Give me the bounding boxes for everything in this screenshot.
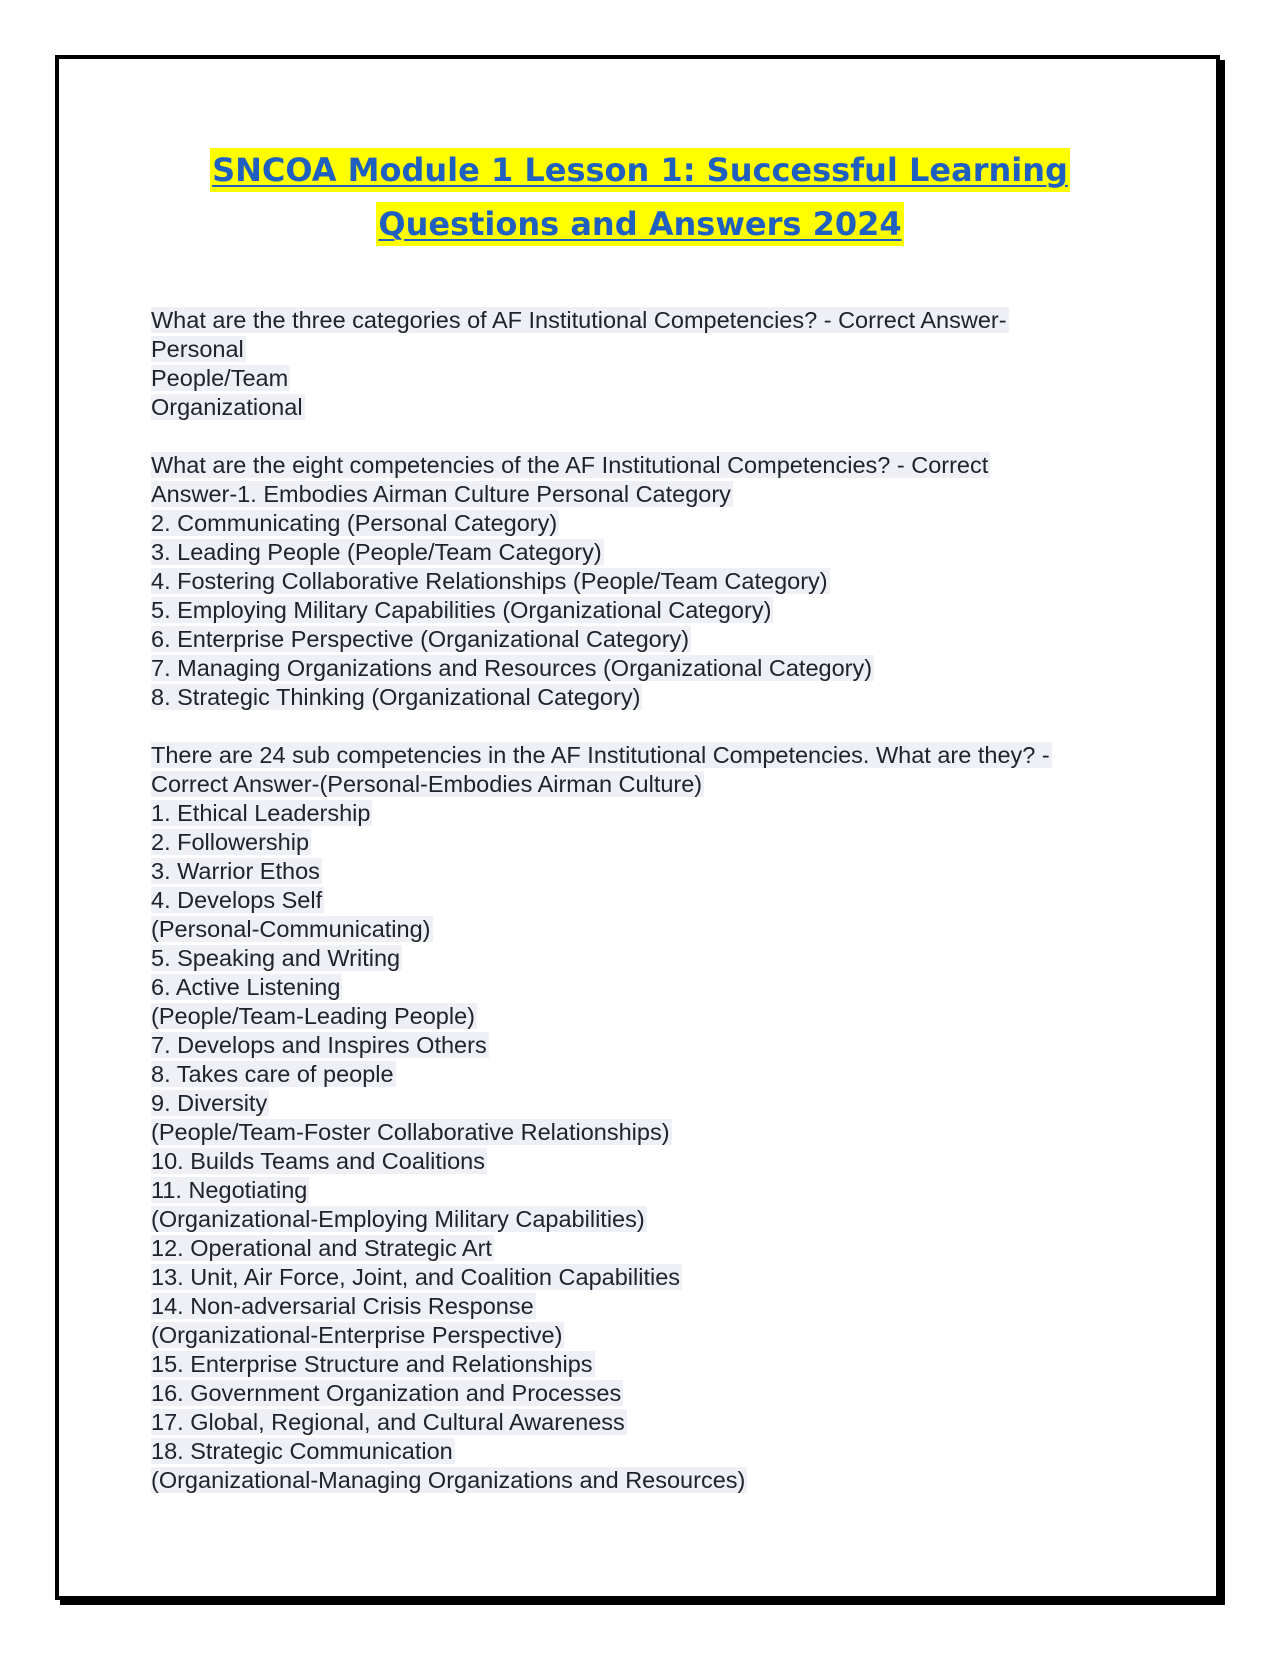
qa-line: Personal <box>151 336 244 362</box>
qa-line: 5. Employing Military Capabilities (Organizational Category) <box>151 597 772 623</box>
title-line-1: SNCOA Module 1 Lesson 1: Successful Learning <box>210 148 1070 192</box>
qa-block-2 <box>151 451 1151 712</box>
qa-line: 10. Builds Teams and Coalitions <box>151 1148 485 1174</box>
qa-line: (People/Team-Leading People) <box>151 1003 475 1029</box>
qa-line: 7. Develops and Inspires Others <box>151 1032 487 1058</box>
qa-line: 3. Warrior Ethos <box>151 858 320 884</box>
qa-line: 12. Operational and Strategic Art <box>151 1235 492 1261</box>
qa-line: 8. Strategic Thinking (Organizational Category) <box>151 684 641 710</box>
qa-line: 4. Fostering Collaborative Relationships (People/Team Category) <box>151 568 828 594</box>
qa-line: Correct Answer-(Personal-Embodies Airman Culture) <box>151 771 703 797</box>
qa-line: 6. Enterprise Perspective (Organizational Category) <box>151 626 690 652</box>
qa-line: (Organizational-Managing Organizations and Resources) <box>151 1467 746 1493</box>
qa-block-1 <box>151 306 1151 422</box>
qa-line: (Organizational-Employing Military Capabilities) <box>151 1206 645 1232</box>
qa-line: What are the eight competencies of the AF Institutional Competencies? - Correct <box>151 452 989 478</box>
qa-line: 4. Develops Self <box>151 887 323 913</box>
qa-line: Organizational <box>151 394 303 420</box>
document-title <box>60 148 1220 246</box>
qa-line: 1. Ethical Leadership <box>151 800 371 826</box>
qa-line: 3. Leading People (People/Team Category) <box>151 539 602 565</box>
qa-line: 16. Government Organization and Processes <box>151 1380 622 1406</box>
qa-line: 13. Unit, Air Force, Joint, and Coalition Capabilities <box>151 1264 681 1290</box>
qa-line: There are 24 sub competencies in the AF Institutional Competencies. What are they? - <box>151 742 1050 768</box>
qa-line: Answer-1. Embodies Airman Culture Personal Category <box>151 481 731 507</box>
qa-line: 8. Takes care of people <box>151 1061 394 1087</box>
qa-line: 2. Followership <box>151 829 310 855</box>
qa-line: 5. Speaking and Writing <box>151 945 401 971</box>
qa-line: 6. Active Listening <box>151 974 341 1000</box>
qa-line: 2. Communicating (Personal Category) <box>151 510 558 536</box>
qa-block-3 <box>151 741 1151 1495</box>
qa-content <box>151 306 1151 1495</box>
qa-line: (People/Team-Foster Collaborative Relationships) <box>151 1119 670 1145</box>
qa-line: 14. Non-adversarial Crisis Response <box>151 1293 534 1319</box>
qa-line: 17. Global, Regional, and Cultural Awareness <box>151 1409 625 1435</box>
qa-line: 7. Managing Organizations and Resources (Organizational Category) <box>151 655 873 681</box>
title-line-2: Questions and Answers 2024 <box>376 202 903 246</box>
qa-line: 18. Strategic Communication <box>151 1438 453 1464</box>
qa-line: 9. Diversity <box>151 1090 268 1116</box>
qa-line: People/Team <box>151 365 289 391</box>
qa-line: 15. Enterprise Structure and Relationships <box>151 1351 593 1377</box>
qa-line: What are the three categories of AF Institutional Competencies? - Correct Answer- <box>151 307 1007 333</box>
qa-line: 11. Negotiating <box>151 1177 308 1203</box>
qa-line: (Personal-Communicating) <box>151 916 431 942</box>
qa-line: (Organizational-Enterprise Perspective) <box>151 1322 563 1348</box>
